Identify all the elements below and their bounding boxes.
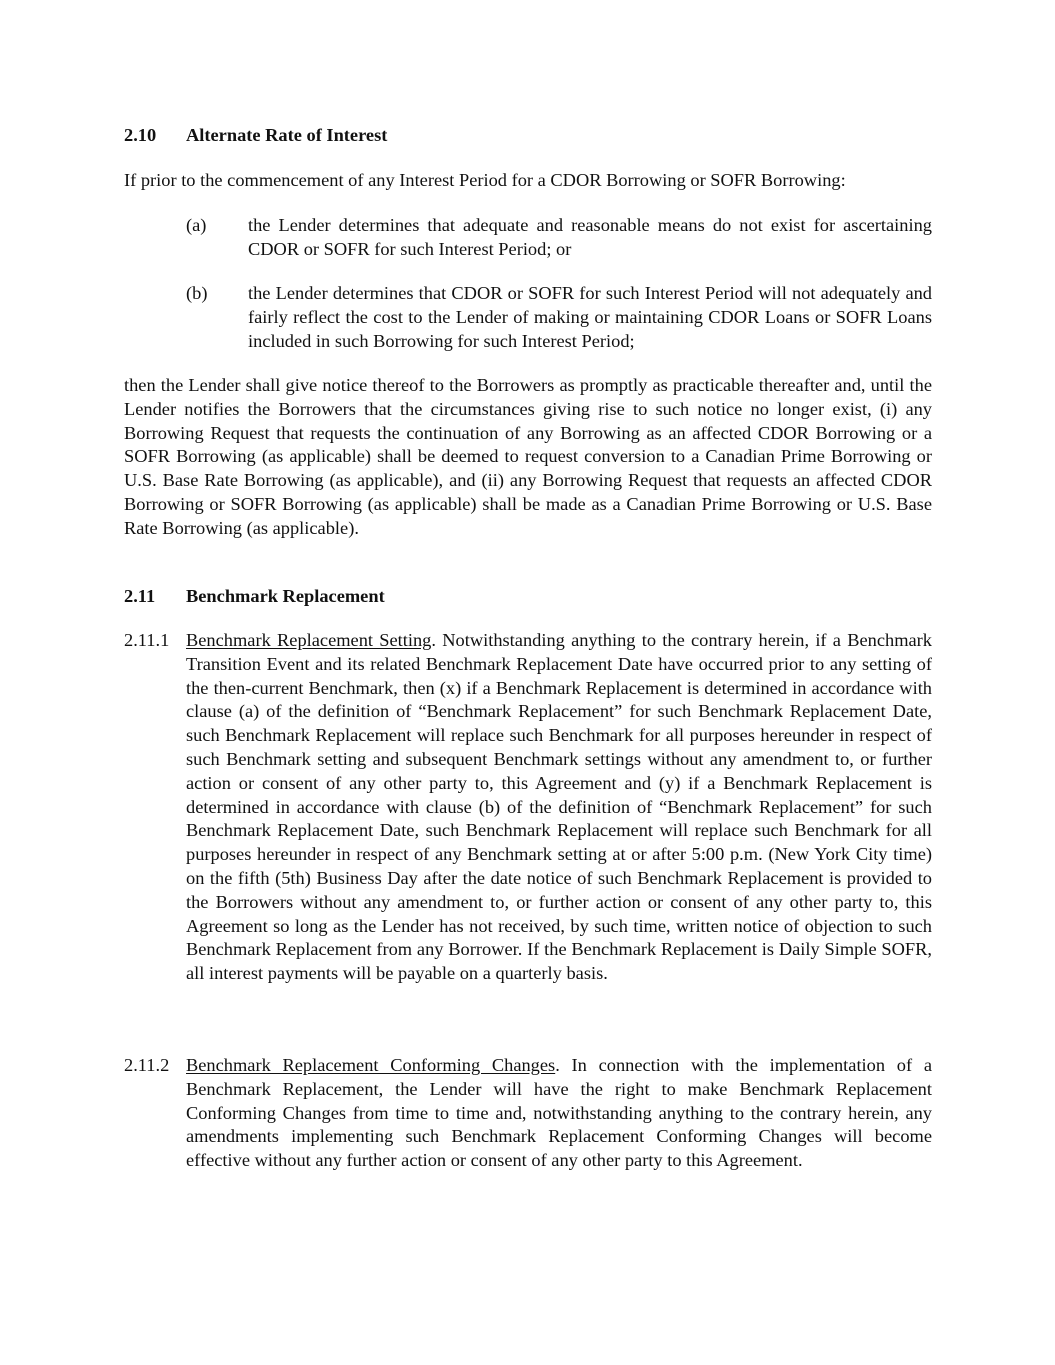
subsection-heading: Benchmark Replacement Conforming Changes <box>186 1055 556 1075</box>
subsection-text: . Notwithstanding anything to the contrary herein, if a Benchmark Transition Event and its related Benchmark Replacement Date have occurred prior to any setting of the then-current Benchmark, then (x) if a Benchmark Replacement is determined in accordance with clause (a) of the definition of “Benchmark Replacement” for such Benchmark Replacement Date, such Benchmark Replacement will replace such Benchmark for all purposes hereunder in respect of such Benchmark setting and subsequent Benchmark settings without any amendment to, or further action or consent of any other party to, this Agreement and (y) if a Benchmark Replacement is determined in accordance with clause (b) of the definition of “Benchmark Replacement” for such Benchmark Replacement Date, such Benchmark Replacement will replace such Benchmark for all purposes hereunder in respect of any Benchmark setting at or after 5:00 p.m. (New York City time) on the fifth (5th) Business Day after the date notice of such Benchmark Replacement is provided to the Borrowers without any amendment to, or further action or consent of any other party to, this Agreement so long as the Lender has not received, by such time, written notice of objection to such Benchmark Replacement from any Borrower. If the Benchmark Replacement is Daily Simple SOFR, all interest payments will be payable on a quarterly basis. <box>186 630 932 984</box>
section-number: 2.11 <box>124 586 156 606</box>
list-item-label: (b) <box>186 283 208 303</box>
list-item-label: (a) <box>186 215 207 235</box>
section-title: Benchmark Replacement <box>186 586 385 606</box>
list-item-text: the Lender determines that adequate and reasonable means do not exist for ascertaining CDOR or SOFR for such Interest Period; or <box>248 215 932 259</box>
section-title: Alternate Rate of Interest <box>186 125 388 145</box>
list-item-b <box>124 282 932 353</box>
subsection-heading: Benchmark Replacement Setting <box>186 630 432 650</box>
section-2-10-conclusion: then the Lender shall give notice thereof to the Borrowers as promptly as practicable thereafter and, until the Lender notifies the Borrowers that the circumstances giving rise to such notice no longer exist, (i) any Borrowing Request that requests the continuation of any Borrowing as an affected CDOR Borrowing or a SOFR Borrowing (as applicable) shall be deemed to request conversion to a Canadian Prime Borrowing or U.S. Base Rate Borrowing (as applicable), and (ii) any Borrowing Request that requests an affected CDOR Borrowing or SOFR Borrowing (as applicable) shall be made as a Canadian Prime Borrowing or U.S. Base Rate Borrowing (as applicable). <box>124 375 932 538</box>
section-2-10-heading <box>124 124 387 148</box>
section-2-10-intro: If prior to the commencement of any Interest Period for a CDOR Borrowing or SOFR Borrowing: <box>124 170 846 190</box>
subsection-body <box>186 1054 932 1173</box>
list-item-text: the Lender determines that CDOR or SOFR for such Interest Period will not adequately and fairly reflect the cost to the Lender of making or maintaining CDOR Loans or SOFR Loans included in such Borrowing for such Interest Period; <box>248 283 932 351</box>
subsection-2-11-2 <box>124 1054 932 1173</box>
section-2-11-heading <box>124 585 385 609</box>
subsection-number: 2.11.2 <box>124 1055 170 1075</box>
section-number: 2.10 <box>124 125 157 145</box>
list-item-a <box>124 214 932 262</box>
subsection-number: 2.11.1 <box>124 630 170 650</box>
subsection-body <box>186 629 932 986</box>
subsection-2-11-1 <box>124 629 932 986</box>
subsection-text: . In connection with the implementation of a Benchmark Replacement, the Lender will have the right to make Benchmark Replacement Conforming Changes from time to time and, notwithstanding anything to the contrary herein, any amendments implementing such Benchmark Replacement Conforming Changes will become effective without any further action or consent of any other party to this Agreement. <box>186 1055 932 1171</box>
